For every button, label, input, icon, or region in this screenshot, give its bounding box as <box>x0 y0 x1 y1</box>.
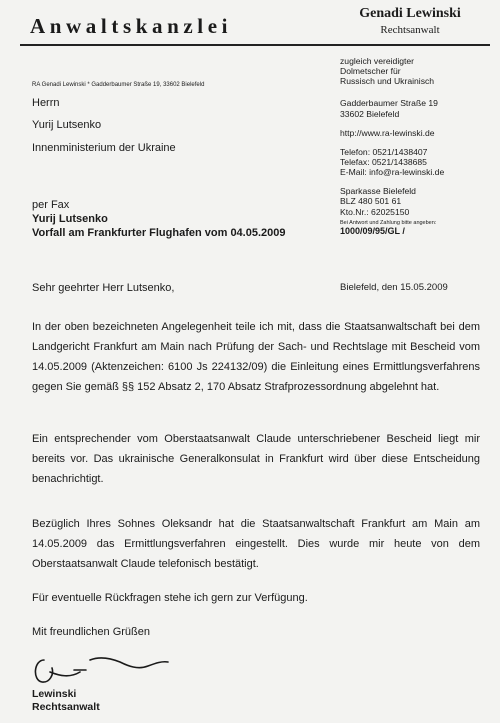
reference-note: Bei Antwort und Zahlung bitte angeben: <box>340 219 437 226</box>
body-paragraph: Bezüglich Ihres Sohnes Oleksandr hat die Staatsanwaltschaft Frankfurt am Main am 14.05.2009 das Ermittlungsverfahren eingestellt. Dies wurde mir heute von dem Oberstaatsanwalt Claude telefonisch bestätigt. <box>32 518 480 570</box>
office-website: http://www.ra-lewinski.de <box>340 127 435 138</box>
office-phone: Telefon: 0521/1438407 <box>340 146 428 157</box>
fax-recipient-name: Yurij Lutsenko <box>32 213 108 225</box>
signer-name: Lewinski <box>32 688 77 700</box>
fax-block <box>32 198 286 240</box>
letterhead-profession: Rechtsanwalt <box>380 24 440 37</box>
recipient-salutation-line: Herrn <box>32 97 60 109</box>
date-line: Bielefeld, den 15.05.2009 <box>340 282 448 293</box>
sender-return-address: RA Genadi Lewinski * Gadderbaumer Straße 19, 33602 Bielefeld <box>32 82 205 88</box>
bank-code: BLZ 480 501 61 <box>340 196 402 207</box>
body-paragraph: Ein entsprechender vom Oberstaatsanwalt Claude unterschriebener Bescheid liegt mir bereits vor. Das ukrainische Generalkonsulat in Frankfurt wird über diese Entscheidung benachrichtigt. <box>32 433 480 485</box>
letter-subject: Vorfall am Frankfurter Flughafen vom 04.05.2009 <box>32 227 286 239</box>
office-city: 33602 Bielefeld <box>340 108 400 119</box>
letterhead-title: Anwaltskanzlei <box>30 14 233 38</box>
office-fax: Telefax: 0521/1438685 <box>340 156 427 167</box>
signer-title: Rechtsanwalt <box>32 701 100 713</box>
closing: Mit freundlichen Grüßen <box>32 626 150 638</box>
letterhead-name-block <box>320 6 500 37</box>
recipient-name: Yurij Lutsenko <box>32 119 102 131</box>
signature-block <box>32 688 100 714</box>
signature-scribble <box>30 648 200 690</box>
sender-info-column <box>340 56 498 237</box>
salutation: Sehr geehrter Herr Lutsenko, <box>32 282 175 294</box>
reference-number: 1000/09/95/GL / <box>340 226 405 237</box>
qualification-line: Dolmetscher für <box>340 66 401 77</box>
body-paragraph: Für eventuelle Rückfragen stehe ich gern zur Verfügung. <box>32 592 308 604</box>
qualification-line: zugleich vereidigter <box>340 56 415 66</box>
letterhead-name: Genadi Lewinski <box>359 6 461 21</box>
office-email: E-Mail: info@ra-lewinski.de <box>340 167 445 178</box>
bank-account: Kto.Nr.: 62025150 <box>340 206 410 217</box>
qualification-line: Russisch und Ukrainisch <box>340 76 435 87</box>
letterhead-rule <box>20 44 490 46</box>
recipient-organization: Innenministerium der Ukraine <box>32 142 176 154</box>
bank-name: Sparkasse Bielefeld <box>340 186 416 197</box>
body-paragraph: In der oben bezeichneten Angelegenheit teile ich mit, dass die Staatsanwaltschaft bei dem Landgericht Frankfurt am Main nach Prüfung der Sach- und Rechtslage mit Bescheid vom 14.05.2009 (Aktenzeichen: 6100 Js 224132/09) die Einleitung eines Ermittlungsverfahrens gegen Sie gemäß §§ 152 Absatz 2, 170 Absatz Strafprozessordnung abgelehnt hat. <box>32 321 480 393</box>
fax-via: per Fax <box>32 199 70 211</box>
office-street: Gadderbaumer Straße 19 <box>340 98 438 109</box>
